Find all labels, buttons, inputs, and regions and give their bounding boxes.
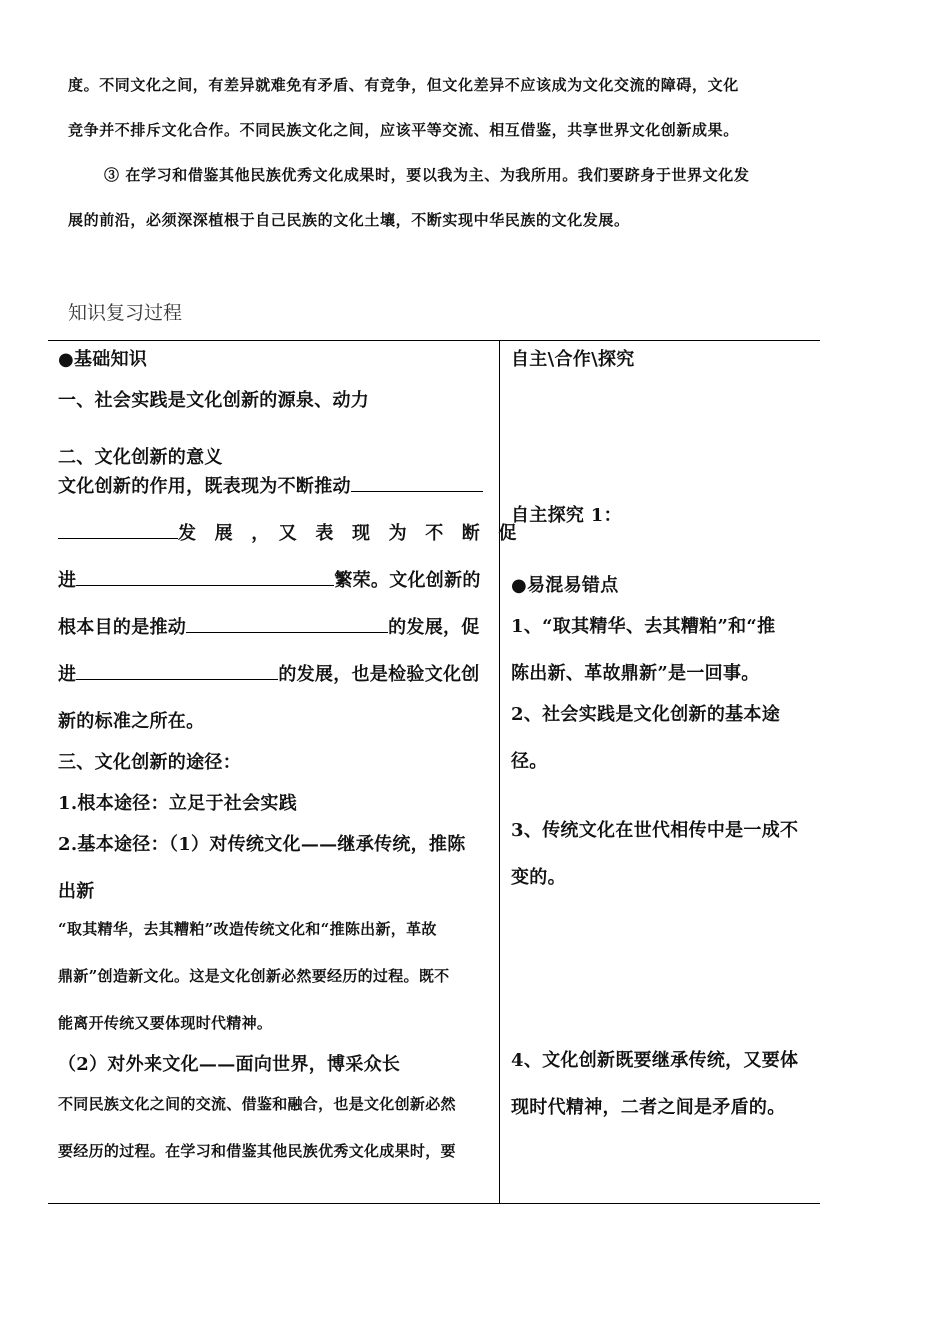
answer-blank[interactable] [76,567,334,586]
table-top-border [48,340,820,341]
tradition-note-3: 能离开传统又要体现时代精神。 [58,1014,273,1032]
table-column-divider [499,340,500,1204]
confusion-item-1a: 1、“取其精华、去其糟粕”和“推 [511,616,776,637]
confusion-item-4a: 4、文化创新既要继承传统，又要体 [511,1050,799,1071]
fill-in-line-6: 新的标准之所在。 [58,711,205,732]
fill-in-text: 的发展，促 [388,617,480,638]
fill-in-line-5 [58,660,480,686]
confusion-item-4b: 现时代精神，二者之间是矛盾的。 [511,1097,786,1118]
confusion-points-title: ●易混易错点 [511,575,619,596]
fill-in-text: 进 [58,570,77,591]
self-explore-label: 自主探究 1： [511,505,622,526]
foreign-note-1: 不同民族文化之间的交流、借鉴和融合，也是文化创新必然 [58,1095,456,1113]
tradition-note-2: 鼎新”创造新文化。这是文化创新必然要经历的过程。既不 [58,967,450,985]
fill-in-line-2 [58,519,517,545]
answer-blank[interactable] [58,520,178,539]
intro-paragraph [68,63,788,243]
fill-in-text: 的发展，也是检验文化创 [278,664,480,685]
fundamental-approach: 1.根本途径：立足于社会实践 [58,793,297,814]
confusion-item-2a: 2、社会实践是文化创新的基本途 [511,704,781,725]
explore-header: 自主\合作\探究 [511,349,635,370]
table-bottom-border [48,1203,820,1204]
intro-line-4: 展的前沿，必须深深植根于自己民族的文化土壤，不断实现中华民族的文化发展。 [68,211,630,229]
basic-approach: 2.基本途径：（1）对传统文化——继承传统，推陈 [58,834,466,855]
fill-in-line-3 [58,566,481,592]
confusion-item-2b: 径。 [511,751,548,772]
foreign-note-2: 要经历的过程。在学习和借鉴其他民族优秀文化成果时，要 [58,1142,456,1160]
fill-in-line-1 [58,472,483,498]
tradition-note-1: “取其精华，去其糟粕”改造传统文化和“推陈出新，革故 [58,920,437,938]
intro-line-3: ③ 在学习和借鉴其他民族优秀文化成果时，要以我为主、为我所用。我们要跻身于世界文化发 [104,166,750,184]
basic-approach-cont: 出新 [58,881,95,902]
fill-in-text: 进 [58,664,77,685]
point-three-title: 三、文化创新的途径： [58,752,241,773]
fill-in-text: 繁荣。文化创新的 [334,570,481,591]
answer-blank[interactable] [351,473,483,492]
basic-knowledge-header: ●基础知识 [58,349,148,370]
confusion-item-3a: 3、传统文化在世代相传中是一成不 [511,820,799,841]
fill-in-text: 发 展 ， 又 表 现 为 不 断 促 [178,523,517,544]
confusion-item-1b: 陈出新、革故鼎新”是一回事。 [511,663,760,684]
answer-blank[interactable] [186,614,388,633]
answer-blank[interactable] [76,661,278,680]
fill-in-line-4 [58,613,480,639]
foreign-culture-title: （2）对外来文化——面向世界，博采众长 [58,1054,401,1075]
section-title: 知识复习过程 [68,302,183,324]
point-one: 一、社会实践是文化创新的源泉、动力 [58,390,370,411]
fill-in-text: 文化创新的作用，既表现为不断推动 [58,476,351,497]
intro-line-2: 竞争并不排斥文化合作。不同民族文化之间，应该平等交流、相互借鉴，共享世界文化创新成果。 [68,121,739,139]
point-two-title: 二、文化创新的意义 [58,447,223,468]
fill-in-text: 根本目的是推动 [58,617,187,638]
confusion-item-3b: 变的。 [511,867,566,888]
intro-line-1: 度。不同文化之间，有差异就难免有矛盾、有竞争，但文化差异不应该成为文化交流的障碍，文化 [68,76,739,94]
